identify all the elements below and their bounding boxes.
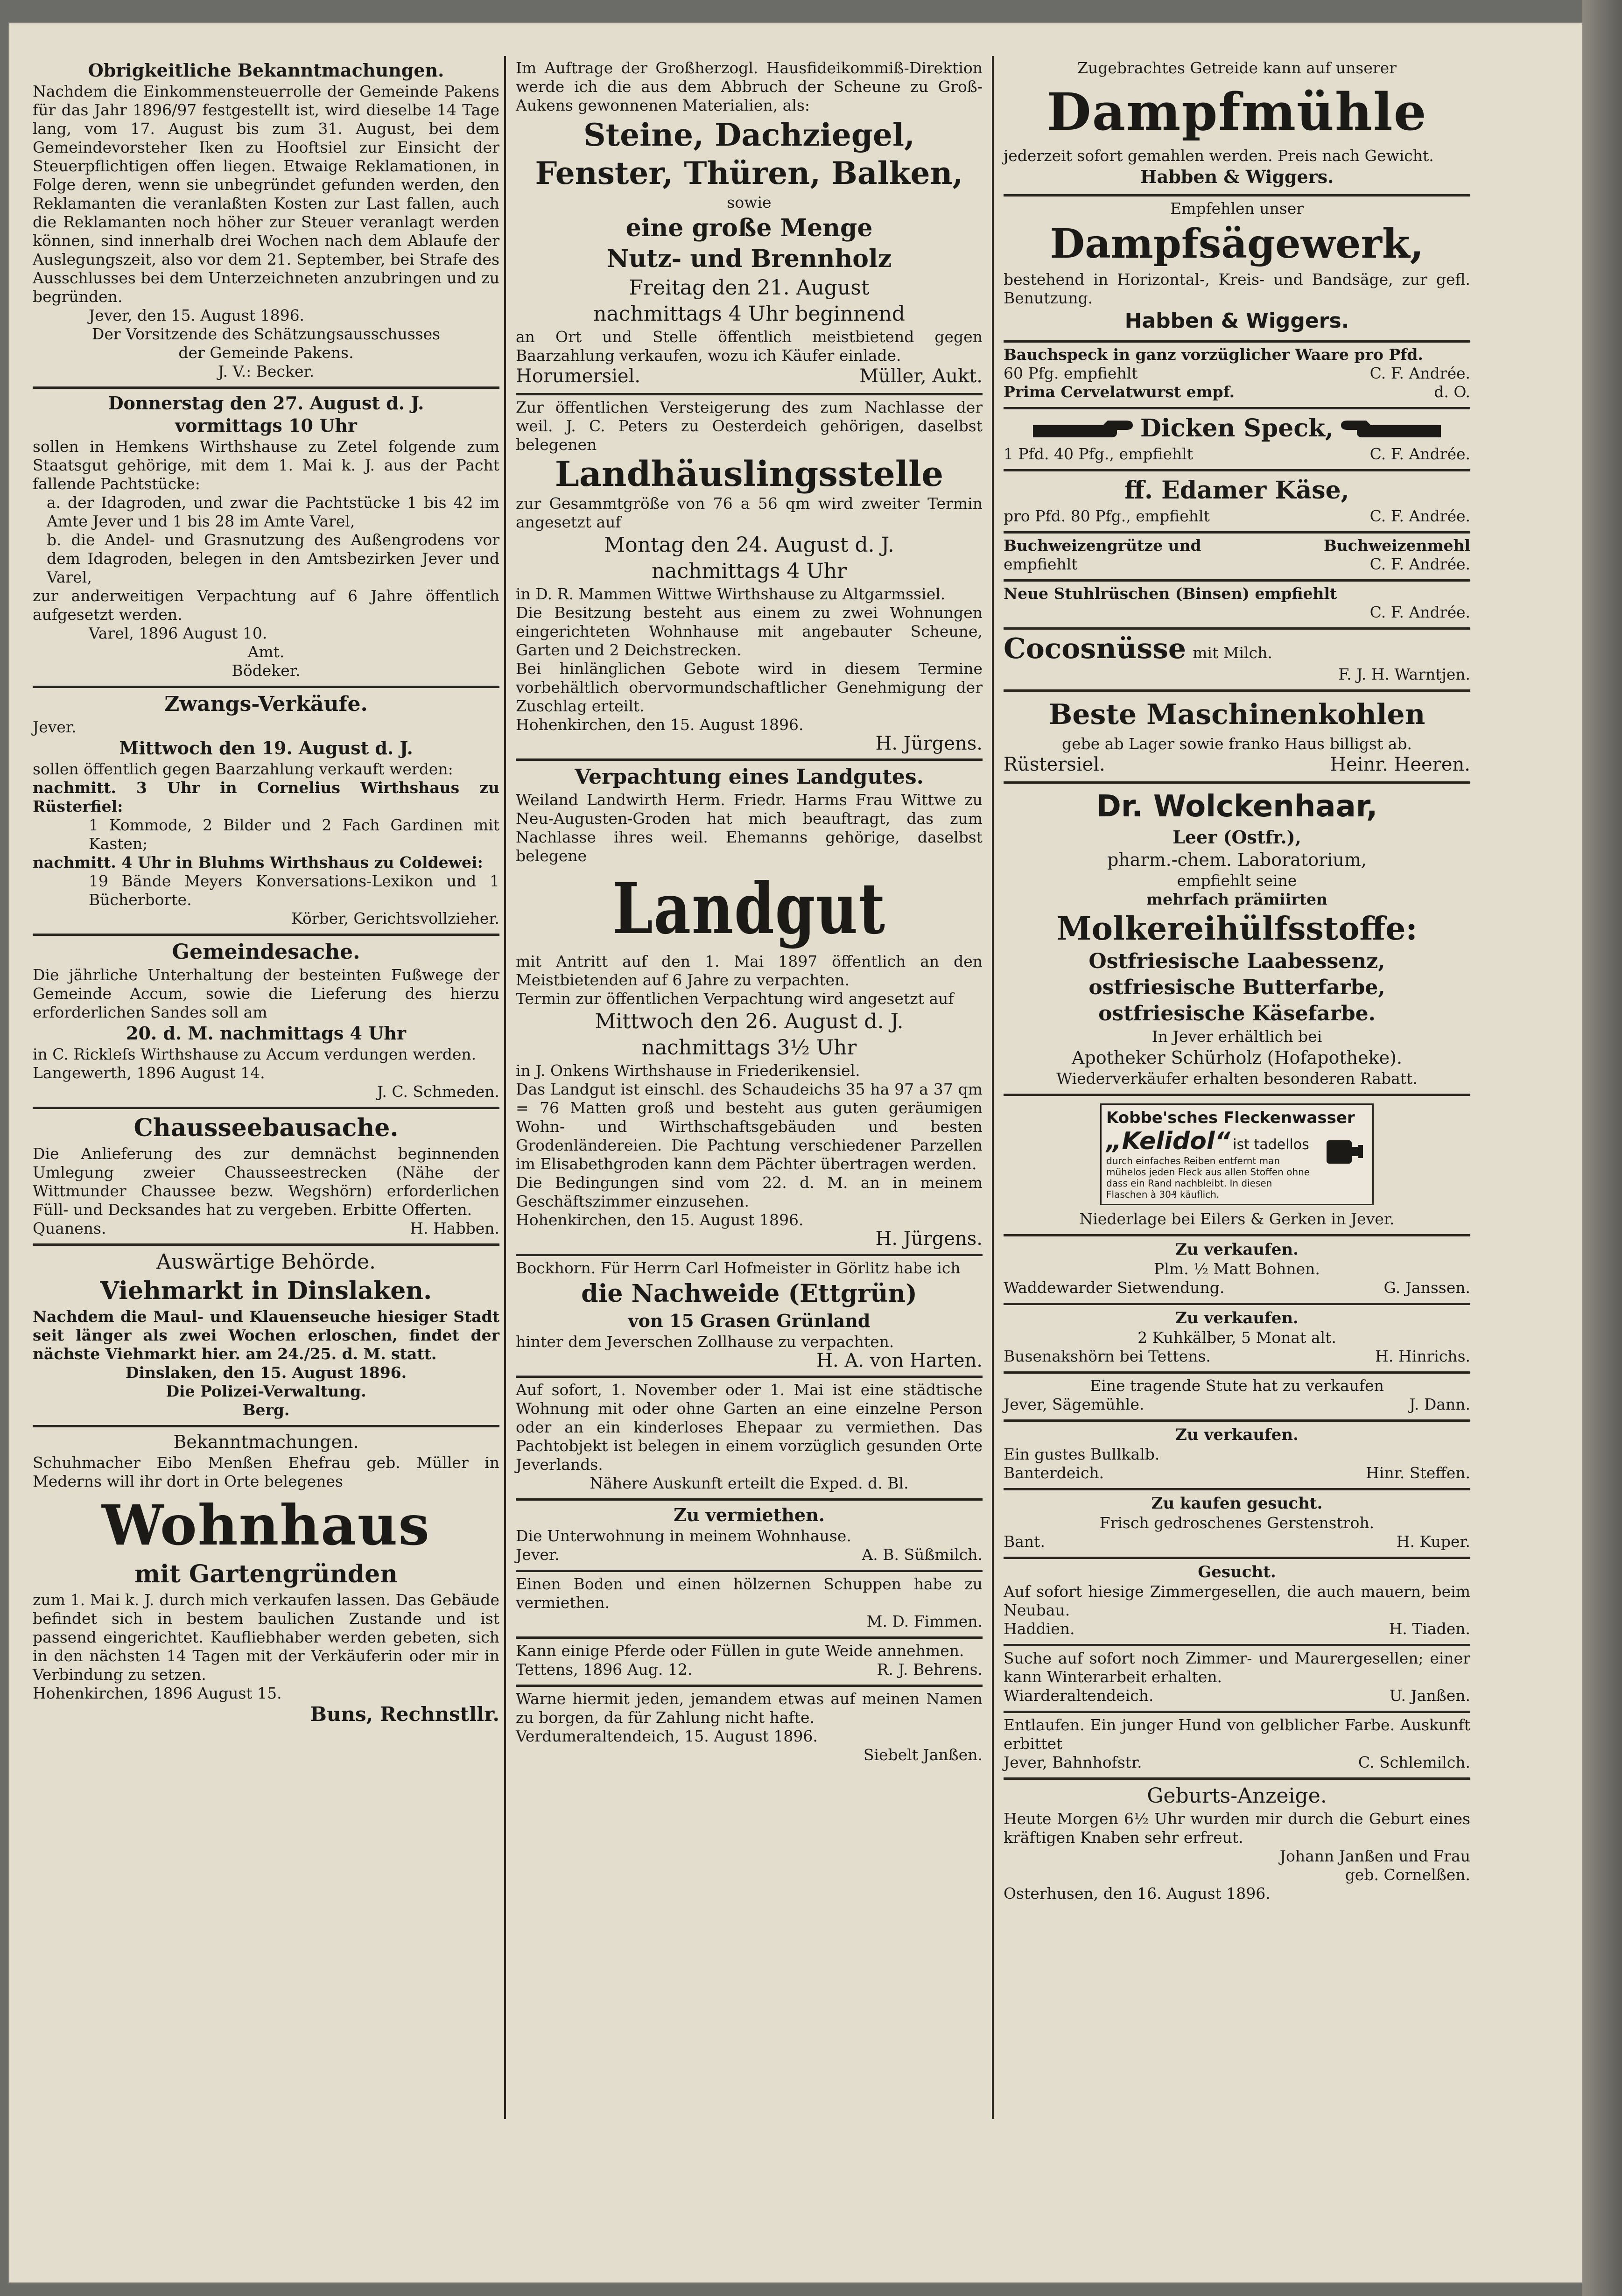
logo-name: „Kelidol“ bbox=[1106, 1127, 1231, 1155]
signature: Körber, Gerichtsvollzieher. bbox=[291, 909, 499, 927]
price-text: empfiehlt bbox=[1004, 555, 1078, 573]
date-heading: Montag den 24. August d. J. bbox=[604, 533, 894, 557]
date-line: Tettens, 1896 Aug. 12. bbox=[516, 1660, 693, 1678]
signature: Berg. bbox=[242, 1401, 290, 1419]
subheadline: pharm.-chem. Laboratorium, bbox=[1107, 850, 1367, 870]
time-heading: nachmittags 4 Uhr beginnend bbox=[593, 302, 905, 326]
ad-gemeindesache bbox=[33, 936, 499, 1109]
logo-top-text: Kobbe'sches Fleckenwasser bbox=[1106, 1109, 1355, 1127]
product-text: Neue Stuhlrüschen (Binsen) empfiehlt bbox=[1004, 584, 1337, 603]
signature: Siebelt Janßen. bbox=[863, 1746, 983, 1764]
ad-stute bbox=[1004, 1374, 1470, 1422]
heading: Zu verkaufen. bbox=[1175, 1309, 1299, 1327]
date-line: Jever, den 15. August 1896. bbox=[89, 306, 305, 324]
signature: J. V.: Becker. bbox=[218, 362, 315, 380]
place: Bant. bbox=[1004, 1532, 1045, 1551]
ad-zwangs-verkaeufe bbox=[33, 688, 499, 936]
date-heading: Mittwoch den 19. August d. J. bbox=[119, 737, 413, 758]
body-text: Bockhorn. Für Herrn Carl Hofmeister in Görlitz habe ich bbox=[516, 1259, 961, 1277]
body-text: empfiehlt seine bbox=[1177, 871, 1297, 890]
ad-bauchspeck bbox=[1004, 343, 1470, 409]
place: Horumersiel. bbox=[516, 365, 641, 387]
column-3 bbox=[1004, 56, 1470, 1909]
signature: J. C. Schmeden. bbox=[377, 1082, 499, 1101]
date-line: Langewerth, 1896 August 14. bbox=[33, 1064, 265, 1082]
body-text: Schuhmacher Eibo Menßen Ehefrau geb. Müller in Mederns will ihr dort in Orte belegenes bbox=[33, 1453, 499, 1490]
heading: Zu verkaufen. bbox=[1175, 1425, 1299, 1444]
body-text: in C. Rickleſs Wirthshause zu Accum verdungen werden. bbox=[33, 1045, 477, 1063]
body-text: Die Unterwohnung in meinem Wohnhause. bbox=[516, 1527, 851, 1545]
ad-zimmergesellen bbox=[1004, 1559, 1470, 1646]
body-text: Die Besitzung besteht aus einem zu zwei Wohnungen eingerichteten Wohnhause mit angebauter Scheune, Garten und 2 Deichstrecken. bbox=[516, 604, 983, 659]
signature: H. Tiaden. bbox=[1389, 1620, 1470, 1638]
date-heading: Freitag den 21. August bbox=[629, 276, 870, 300]
body-text: Einen Boden und einen hölzernen Schuppen habe zu vermiethen. bbox=[516, 1575, 983, 1612]
price-row bbox=[1004, 507, 1470, 526]
signature-row bbox=[1004, 1532, 1470, 1551]
place: Jever, Sägemühle. bbox=[1004, 1395, 1145, 1413]
body-text: Im Auftrage der Großherzogl. Hausfideikommiß-Direktion werde ich die aus dem Abbruch der Scheune zu Groß-Aukens gewonnenen Materialien, als: bbox=[516, 59, 983, 114]
signature: C. Schlemilch. bbox=[1358, 1753, 1470, 1771]
date-heading: Donnerstag den 27. August d. J. bbox=[108, 393, 424, 414]
product-text: Buchweizenmehl bbox=[1323, 536, 1470, 555]
body-text: Heute Morgen 6½ Uhr wurden mir durch die Geburt eines kräftigen Knaben sehr erfreut. bbox=[1004, 1810, 1470, 1847]
signature: Amt. bbox=[247, 643, 285, 661]
headline: Dr. Wolckenhaar, bbox=[1096, 789, 1378, 824]
signature: H. Jürgens. bbox=[875, 733, 983, 754]
signature-row bbox=[516, 1545, 983, 1564]
body-text: in J. Onkens Wirthshause in Friederikensiel. bbox=[516, 1061, 860, 1080]
body-text: Nähere Auskunft erteilt die Exped. d. Bl. bbox=[590, 1474, 909, 1492]
signature: C. F. Andrée. bbox=[1369, 445, 1470, 463]
heading: Auswärtige Behörde. bbox=[156, 1250, 376, 1274]
ad-kelidol bbox=[1004, 1096, 1470, 1236]
place: Quanens. bbox=[33, 1219, 106, 1237]
place: Jever, Bahnhofstr. bbox=[1004, 1753, 1142, 1771]
ad-nachweide bbox=[516, 1256, 983, 1378]
signature-row bbox=[1004, 1347, 1470, 1366]
ad-maurergesellen bbox=[1004, 1646, 1470, 1713]
signature-row bbox=[1004, 753, 1470, 776]
body-text: Weiland Landwirth Herm. Friedr. Harms Frau Wittwe zu Neu-Augusten-Groden hat mich beauftragt, das zum Nachlasse ihres weil. Ehemanns gehörige, daselbst belegene bbox=[516, 791, 983, 865]
product-text: Buchweizengrütze und bbox=[1004, 536, 1201, 555]
signature: H. A. von Harten. bbox=[816, 1350, 983, 1371]
body-text: Frisch gedroschenes Gerstenstroh. bbox=[1099, 1514, 1375, 1532]
time-heading: nachmittags 3½ Uhr bbox=[641, 1036, 857, 1060]
product-line: Ostfriesische Laabessenz, bbox=[1088, 949, 1385, 973]
body-text: mit Milch. bbox=[1193, 644, 1272, 662]
newspaper-page bbox=[9, 23, 1582, 2282]
headline: Dicken Speck, bbox=[1140, 414, 1334, 442]
ad-abbruch-materialien bbox=[516, 56, 983, 395]
body-text: Bauchspeck in ganz vorzüglicher Waare pro Pfd. bbox=[1004, 345, 1423, 364]
time-heading: vormittags 10 Uhr bbox=[175, 415, 357, 436]
signature: M. D. Fimmen. bbox=[866, 1612, 983, 1630]
body-text: Auf sofort hiesige Zimmergesellen, die auch mauern, beim Neubau. bbox=[1004, 1582, 1470, 1619]
product-text: Prima Cervelatwurst empf. bbox=[1004, 383, 1235, 401]
body-text: bestehend in Horizontal-, Kreis- und Bandsäge, zur gefl. Benutzung. bbox=[1004, 270, 1470, 307]
price-text: 1 Pfd. 40 Pfg., empfiehlt bbox=[1004, 445, 1194, 463]
signature: A. B. Süßmilch. bbox=[862, 1545, 983, 1564]
heading: Bekanntmachungen. bbox=[173, 1432, 359, 1452]
logo-small-text: durch einfaches Reiben entfernt man mühelos jeden Fleck aus allen Stoffen ohne dass ein Rand nachbleibt. In diesen Flaschen à 30₰ käuflich. bbox=[1106, 1155, 1310, 1200]
ad-kuhkaelber bbox=[1004, 1305, 1470, 1374]
headline: Steine, Dachziegel, bbox=[583, 117, 915, 153]
ad-chausseebausache bbox=[33, 1109, 499, 1246]
list-item: b. die Andel- und Grasnutzung des Außengrodens vor dem Idagroden, belegen in den Amtsbezirken Jever und Varel, bbox=[47, 531, 499, 586]
list-item: nachmitt. 4 Uhr in Bluhms Wirthshaus zu Coldewei: bbox=[33, 853, 483, 871]
body-text: hinter dem Jeverschen Zollhause zu verpachten. bbox=[516, 1333, 894, 1351]
body-text: Bei hinlänglichen Gebote wird in diesem Termine vorbehältlich obervormundschaftlicher Genehmigung der Zuschlag erteilt. bbox=[516, 660, 983, 715]
time-heading: nachmittags 4 Uhr bbox=[651, 559, 847, 583]
ad-stuhlrueschen bbox=[1004, 582, 1470, 630]
body-text: Eine tragende Stute hat zu verkaufen bbox=[1090, 1376, 1384, 1395]
ad-gerstenstroh bbox=[1004, 1490, 1470, 1559]
body-text: Empfehlen unser bbox=[1170, 199, 1304, 218]
body-text: Wiederverkäufer erhalten besonderen Rabatt. bbox=[1056, 1069, 1418, 1088]
headline: Landhäuslingsstelle bbox=[555, 454, 944, 494]
headline: Dampfsägewerk, bbox=[1050, 220, 1424, 267]
ad-dampfsaegewerk bbox=[1004, 197, 1470, 343]
place: Haddien. bbox=[1004, 1620, 1075, 1638]
ad-landgut bbox=[516, 761, 983, 1256]
body-text: in D. R. Mammen Wittwe Wirthshause zu Altgarmssiel. bbox=[516, 585, 946, 603]
heading: Gesucht. bbox=[1198, 1563, 1276, 1581]
place: Wiarderaltendeich. bbox=[1004, 1686, 1154, 1705]
signature: Hinr. Steffen. bbox=[1366, 1464, 1470, 1482]
body-text: mehrfach prämiirten bbox=[1146, 890, 1327, 908]
signature: J. Dann. bbox=[1409, 1395, 1470, 1413]
ad-entlaufen bbox=[1004, 1713, 1470, 1780]
signature: Habben & Wiggers. bbox=[1124, 309, 1349, 333]
ad-wolckenhaar bbox=[1004, 784, 1470, 1096]
heading: Zu kaufen gesucht. bbox=[1151, 1494, 1323, 1513]
signature: Bödeker. bbox=[232, 661, 301, 680]
column-1 bbox=[33, 56, 499, 1732]
price-row bbox=[1004, 383, 1470, 401]
headline: Wohnhaus bbox=[102, 1493, 430, 1558]
body-text: Die Bedingungen sind vom 22. d. M. an in meinem Geschäftszimmer einzusehen. bbox=[516, 1173, 983, 1210]
headline: die Nachweide (Ettgrün) bbox=[581, 1279, 917, 1308]
heading: Geburts-Anzeige. bbox=[1147, 1784, 1327, 1808]
pointing-hand-right-icon bbox=[1033, 417, 1136, 440]
place: Jever. bbox=[33, 718, 77, 736]
body-text: Suche auf sofort noch Zimmer- und Maurergesellen; einer kann Winterarbeit erhalten. bbox=[1004, 1649, 1470, 1686]
ad-dampfmuehle bbox=[1004, 56, 1470, 197]
subheadline: von 15 Grasen Grünland bbox=[628, 1310, 871, 1331]
ad-geburts-anzeige bbox=[1004, 1780, 1470, 1909]
signature: der Gemeinde Pakens. bbox=[178, 344, 354, 362]
date-line: Hohenkirchen, 1896 August 15. bbox=[33, 1684, 282, 1702]
bottle-icon bbox=[1327, 1134, 1364, 1166]
body-text: Kann einige Pferde oder Füllen in gute Weide annehmen. bbox=[516, 1642, 964, 1660]
signature: C. F. Andrée. bbox=[1369, 555, 1470, 573]
body-text: Niederlage bei Eilers & Gerken in Jever. bbox=[1079, 1210, 1395, 1228]
date-line: Hohenkirchen, den 15. August 1896. bbox=[516, 716, 804, 734]
body-text: Plm. ½ Matt Bohnen. bbox=[1154, 1260, 1320, 1278]
heading: Zu vermiethen. bbox=[674, 1504, 825, 1525]
body-text: Zugebrachtes Getreide kann auf unserer bbox=[1077, 59, 1397, 77]
body-text: Das Landgut ist einschl. des Schaudeichs 35 ha 97 a 37 qm = 76 Matten groß und besteht aus guten geräumigen Wohn- und Wirthschaftsgebäuden und besten Grodenländereien. Die Pachtung verschiedener Parzellen im Elisabethgroden kann dem Pächter übertragen werden. bbox=[516, 1080, 983, 1173]
headline: Molkereihülfsstoffe: bbox=[1056, 910, 1418, 948]
heading: Verpachtung eines Landgutes. bbox=[575, 765, 924, 789]
body-text: Apotheker Schürholz (Hofapotheke). bbox=[1071, 1047, 1403, 1068]
ad-wohnhaus bbox=[33, 1427, 499, 1732]
headline: Fenster, Thüren, Balken, bbox=[535, 155, 963, 191]
page-edge-shadow bbox=[1582, 0, 1622, 2296]
signature: H. Hinrichs. bbox=[1375, 1347, 1470, 1365]
headline: Viehmarkt in Dinslaken. bbox=[100, 1277, 432, 1305]
signature-row bbox=[33, 1219, 499, 1238]
signature-row bbox=[1004, 1395, 1470, 1414]
product-line: ostfriesische Käsefarbe. bbox=[1098, 1002, 1376, 1025]
date-heading: Mittwoch den 26. August d. J. bbox=[595, 1010, 904, 1033]
body-text: zum 1. Mai k. J. durch mich verkaufen lassen. Das Gebäude befindet sich in bestem baulichen Zustande und ist passend eingerichtet. Kaufliebhaber werden gebeten, sich in den nächsten 14 Tagen mit der Verkäuferin oder mir in Verbindung zu setzen. bbox=[33, 1591, 499, 1684]
signature-row bbox=[516, 1660, 983, 1679]
product-row bbox=[1004, 536, 1470, 555]
place: Waddewarder Sietwendung. bbox=[1004, 1278, 1225, 1297]
date-line: Hohenkirchen, den 15. August 1896. bbox=[516, 1211, 804, 1229]
signature-row bbox=[1004, 1464, 1470, 1482]
heading: Chausseebausache. bbox=[133, 1114, 399, 1142]
headline-row bbox=[1004, 414, 1470, 443]
column-2 bbox=[516, 56, 983, 1770]
ad-warnung bbox=[516, 1687, 983, 1770]
body-text: Nachdem die Einkommensteuerrolle der Gemeinde Pakens für das Jahr 1896/97 festgestellt ist, wird dieselbe 14 Tage lang, vom 17. August bis zum 31. August, bei dem Gemeindevorsteher Iken zu Hooftsiel zur Einsicht der Steuerpflichtigen offen liegen. Etwaige Reklamationen, in Folge deren, wenn sie unbegründet gefunden werden, den Reklamanten die veranlaßten Kosten zur Last fallen, auch die Reklamanten noch höher zur Steuer veranlagt werden können, sind innerhalb drei Wochen nach dem Ablaufe der Auslegungszeit, also vor dem 21. September, bei Strafe des Ausschlusses bei dem Unterzeichneten anzubringen und zu begründen. bbox=[33, 82, 499, 306]
headline-row bbox=[1004, 632, 1470, 665]
place: Banterdeich. bbox=[1004, 1464, 1104, 1482]
body-text: zur anderweitigen Verpachtung auf 6 Jahre öffentlich aufgesetzt werden. bbox=[33, 587, 499, 624]
date-line: Varel, 1896 August 10. bbox=[89, 624, 267, 642]
ad-buchweizen bbox=[1004, 534, 1470, 582]
ad-boden bbox=[516, 1572, 983, 1639]
body-text: sollen in Hemkens Wirthshause zu Zetel folgende zum Staatsgut gehörige, mit dem 1. Mai k. J. aus der Pacht fallende Pachtstücke: bbox=[33, 437, 499, 493]
product-line: ostfriesische Butterfarbe, bbox=[1088, 976, 1385, 999]
signature: F. J. H. Warntjen. bbox=[1338, 665, 1470, 683]
body-text: Ein gustes Bullkalb. bbox=[1004, 1445, 1160, 1463]
headline: Beste Maschinenkohlen bbox=[1048, 698, 1425, 731]
ad-maschinenkohlen bbox=[1004, 692, 1470, 784]
signature-row bbox=[1004, 1620, 1470, 1638]
ad-landhaeuslingsstelle bbox=[516, 395, 983, 761]
column-rule bbox=[504, 56, 506, 2119]
place: Rüstersiel. bbox=[1004, 754, 1105, 775]
body-text: Die jährliche Unterhaltung der besteinten Fußwege der Gemeinde Accum, sowie die Lieferung des hierzu erforderlichen Sandes soll am bbox=[33, 966, 499, 1021]
headline: Cocosnüsse bbox=[1004, 632, 1187, 665]
signature: C. F. Andrée. bbox=[1369, 507, 1470, 525]
price-text: 60 Pfg. empfiehlt bbox=[1004, 364, 1138, 382]
signature: G. Janssen. bbox=[1383, 1278, 1470, 1297]
ad-cocosnuesse bbox=[1004, 630, 1470, 692]
ad-bohnen bbox=[1004, 1236, 1470, 1305]
price-text: pro Pfd. 80 Pfg., empfiehlt bbox=[1004, 507, 1210, 525]
signature: Habben & Wiggers. bbox=[1140, 166, 1334, 187]
place: Busenakshörn bei Tettens. bbox=[1004, 1347, 1211, 1365]
body-text: Termin zur öffentlichen Verpachtung wird angesetzt auf bbox=[516, 990, 954, 1008]
place: Jever. bbox=[516, 1545, 560, 1564]
subheadline: mit Gartengründen bbox=[134, 1560, 398, 1588]
signature: Der Vorsitzende des Schätzungsausschusses bbox=[91, 325, 441, 343]
body-text: Zur öffentlichen Versteigerung des zum Nachlasse der weil. J. C. Peters zu Oesterdeich gehörigen, daselbst belegenen bbox=[516, 398, 983, 454]
signature: Buns, Rechnstllr. bbox=[310, 1703, 499, 1726]
signature: Heinr. Heeren. bbox=[1330, 754, 1470, 775]
body-text: mit Antritt auf den 1. Mai 1897 öffentlich an den Meistbietenden auf 6 Jahre zu verpachten. bbox=[516, 952, 983, 989]
heading: Obrigkeitliche Bekanntmachungen. bbox=[88, 60, 444, 81]
body-text: Die Anlieferung des zur demnächst beginnenden Umlegung zweier Chausseestrecken (Nähe der Wittmunder Chaussee bezw. Wegshörn) erforderlichen Füll- und Decksandes hat zu vergeben. Erbitte Offerten. bbox=[33, 1144, 499, 1219]
body-text: jederzeit sofort gemahlen werden. Preis nach Gewicht. bbox=[1004, 147, 1434, 165]
pointing-hand-left-icon bbox=[1338, 417, 1441, 440]
body-text: 2 Kuhkälber, 5 Monat alt. bbox=[1138, 1328, 1336, 1347]
headline: Dampfmühle bbox=[1046, 82, 1427, 142]
date-line: Dinslaken, den 15. August 1896. bbox=[125, 1363, 407, 1382]
ad-bullkalb bbox=[1004, 1422, 1470, 1490]
column-rule bbox=[992, 56, 994, 2119]
list-item: 1 Kommode, 2 Bilder und 2 Fach Gardinen mit Kasten; bbox=[89, 816, 499, 853]
ad-einkommensteuer bbox=[33, 56, 499, 389]
heading: Zwangs-Verkäufe. bbox=[164, 692, 368, 716]
signature: U. Janßen. bbox=[1389, 1686, 1470, 1705]
headline: Landgut bbox=[612, 868, 886, 950]
body-text: sollen öffentlich gegen Baarzahlung verkauft werden: bbox=[33, 760, 453, 778]
signature: geb. Cornelßen. bbox=[1345, 1866, 1470, 1884]
heading: Zu verkaufen. bbox=[1175, 1240, 1299, 1259]
signature: Die Polizei-Verwaltung. bbox=[166, 1382, 366, 1400]
signature-row bbox=[1004, 1278, 1470, 1297]
ad-verpachtung-zetel bbox=[33, 389, 499, 688]
headline: eine große Menge bbox=[625, 214, 873, 242]
ad-zu-vermiethen bbox=[516, 1501, 983, 1572]
signature: d. O. bbox=[1434, 383, 1470, 401]
body-text: Auf sofort, 1. November oder 1. Mai ist eine städtische Wohnung mit oder ohne Garten an eine einzelne Person oder an ein kinderloses Ehepaar zu vermiethen. Das Pachtobjekt ist belegen in einem vorzüglich gesunden Orte Jeverlands. bbox=[516, 1381, 983, 1474]
signature: H. Habben. bbox=[410, 1219, 499, 1237]
heading: Gemeindesache. bbox=[172, 940, 360, 964]
logo-tail: ist tadellos bbox=[1233, 1137, 1309, 1153]
signature-row bbox=[1004, 1753, 1470, 1772]
body-text: Entlaufen. Ein junger Hund von gelblicher Farbe. Auskunft erbittet bbox=[1004, 1716, 1470, 1753]
ad-weide bbox=[516, 1639, 983, 1687]
ad-wohnung bbox=[516, 1378, 983, 1501]
ad-edamer bbox=[1004, 471, 1470, 534]
list-item: nachmitt. 3 Uhr in Cornelius Wirthshaus zu Rüsterfiel: bbox=[33, 779, 499, 815]
body-text: Nachdem die Maul- und Klauenseuche hiesiger Stadt seit länger als zwei Wochen erloschen, findet der nächste Viehmarkt hier. am 24./25. d. M. statt. bbox=[33, 1307, 499, 1363]
headline: ff. Edamer Käse, bbox=[1124, 476, 1349, 505]
subheadline: Leer (Ostfr.), bbox=[1173, 827, 1301, 848]
list-item: a. der Idagroden, und zwar die Pachtstücke 1 bis 42 im Amte Jever und 1 bis 28 im Amte Varel, bbox=[47, 493, 499, 530]
signature: H. Kuper. bbox=[1396, 1532, 1470, 1551]
body-text: zur Gesammtgröße von 76 a 56 qm wird zweiter Termin angesetzt auf bbox=[516, 494, 983, 531]
ad-viehmarkt bbox=[33, 1246, 499, 1427]
signature: C. F. Andrée. bbox=[1369, 364, 1470, 382]
date-heading: 20. d. M. nachmittags 4 Uhr bbox=[126, 1023, 406, 1044]
date-line: Osterhusen, den 16. August 1896. bbox=[1004, 1884, 1271, 1903]
price-row bbox=[1004, 364, 1470, 383]
signature-row bbox=[516, 365, 983, 387]
signature: H. Jürgens. bbox=[875, 1228, 983, 1250]
signature: Müller, Aukt. bbox=[859, 365, 983, 387]
headline: Nutz- und Brennholz bbox=[606, 245, 892, 273]
body-text: sowie bbox=[727, 193, 772, 211]
signature-row bbox=[1004, 1686, 1470, 1705]
date-line: Verdumeraltendeich, 15. August 1896. bbox=[516, 1727, 818, 1745]
ad-dicken-speck bbox=[1004, 409, 1470, 471]
price-row bbox=[1004, 445, 1470, 463]
signature: C. F. Andrée. bbox=[1369, 603, 1470, 621]
signature: Johann Janßen und Frau bbox=[1279, 1847, 1470, 1865]
body-text: Warne hiermit jeden, jemandem etwas auf meinen Namen zu borgen, da für Zahlung nicht hafte. bbox=[516, 1690, 983, 1727]
body-text: In Jever erhältlich bei bbox=[1152, 1027, 1322, 1046]
kelidol-logo bbox=[1100, 1103, 1374, 1205]
price-row bbox=[1004, 555, 1470, 574]
signature: R. J. Behrens. bbox=[877, 1660, 983, 1678]
list-item: 19 Bände Meyers Konversations-Lexikon und 1 Bücherborte. bbox=[89, 872, 499, 909]
body-text: an Ort und Stelle öffentlich meistbietend gegen Baarzahlung verkaufen, wozu ich Käufer einlade. bbox=[516, 328, 983, 365]
body-text: gebe ab Lager sowie franko Haus billigst ab. bbox=[1061, 735, 1412, 753]
